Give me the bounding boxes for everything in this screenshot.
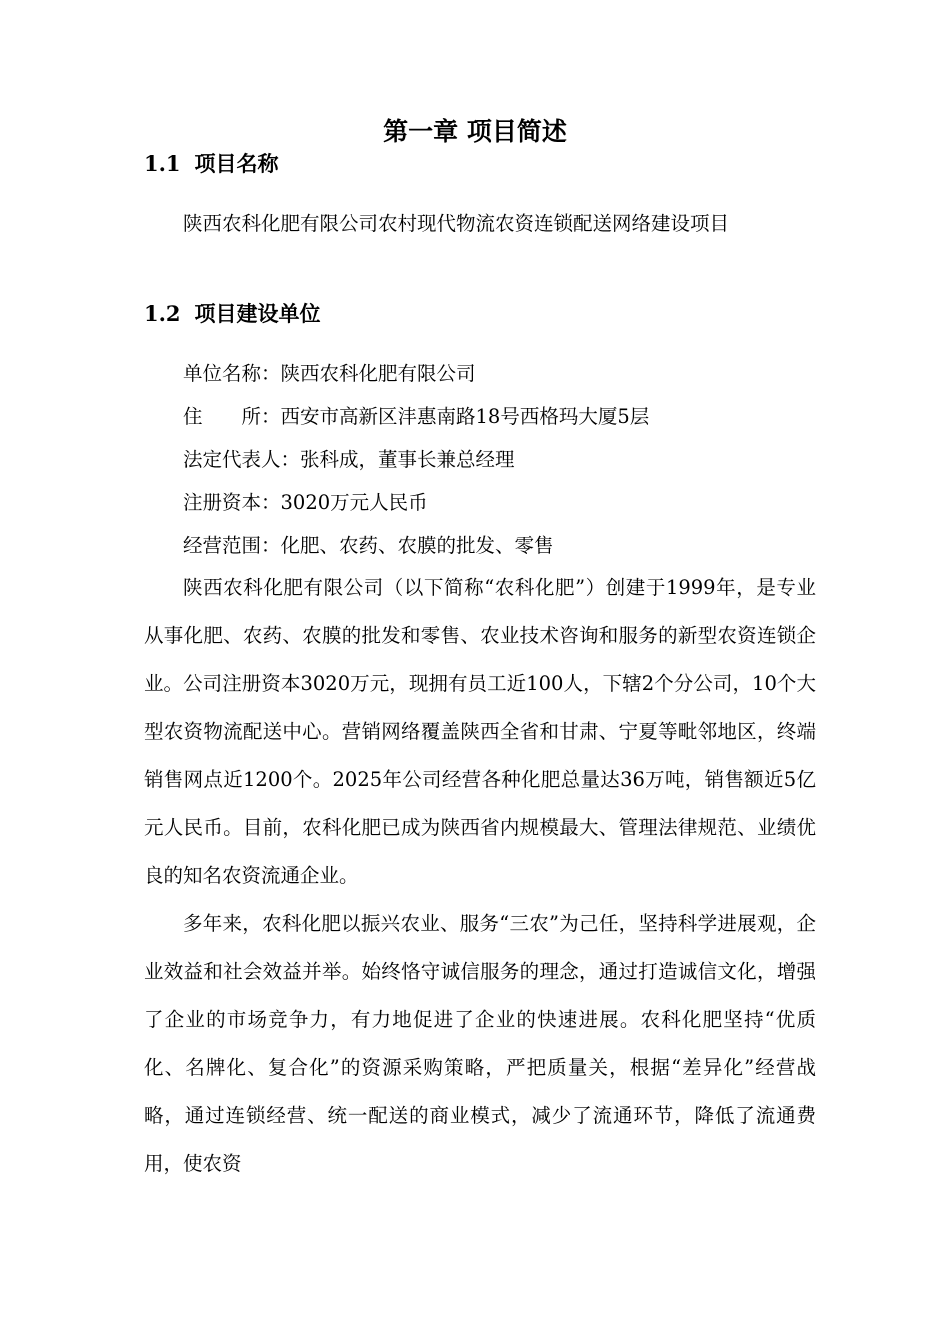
section-number: 1.2 bbox=[144, 301, 181, 326]
section-title: 项目名称 bbox=[194, 151, 279, 176]
unit-info-block bbox=[144, 352, 816, 567]
business-scope-line: 经营范围：化肥、农药、农膜的批发、零售 bbox=[183, 534, 554, 557]
chapter-title: 第一章 项目简述 bbox=[383, 117, 567, 146]
company-philosophy-paragraph: 多年来，农科化肥以振兴农业、服务“三农”为己任，坚持科学进展观，企业效益和社会效益并举。始终恪守诚信服务的理念，通过打造诚信文化，增强了企业的市场竞争力，有力地促进了企业的快速进展。农科化肥坚持“优质化、名牌化、复合化”的资源采购策略，严把质量关，根据“差异化”经营战略，通过连锁经营、统一配送的商业模式，减少了流通环节，降低了流通费用，使农资 bbox=[144, 912, 816, 1175]
registered-capital-line: 注册资本：3020万元人民币 bbox=[183, 491, 428, 514]
section-title: 项目建设单位 bbox=[194, 301, 321, 326]
unit-name-line: 单位名称：陕西农科化肥有限公司 bbox=[183, 362, 476, 385]
section-heading-1-1 bbox=[144, 148, 279, 180]
legal-representative-line: 法定代表人：张科成，董事长兼总经理 bbox=[183, 448, 515, 471]
company-overview-paragraph: 陕西农科化肥有限公司（以下简称“农科化肥”）创建于1999年，是专业从事化肥、农药、农膜的批发和零售、农业技术咨询和服务的新型农资连锁企业。公司注册资本3020万元，现拥有员工近100人，下辖2个分公司，10个大型农资物流配送中心。营销网络覆盖陕西全省和甘肃、宁夏等毗邻地区，终端销售网点近1200个。2025年公司经营各种化肥总量达36万吨，销售额近5亿元人民币。目前，农科化肥已成为陕西省内规模最大、管理法律规范、业绩优良的知名农资流通企业。 bbox=[144, 576, 816, 887]
unit-address-line: 住 所：西安市高新区沣惠南路18号西格玛大厦5层 bbox=[183, 405, 650, 428]
section-heading-1-2 bbox=[144, 298, 321, 330]
company-description-block bbox=[144, 564, 816, 1188]
project-name-paragraph: 陕西农科化肥有限公司农村现代物流农资连锁配送网络建设项目 bbox=[183, 212, 730, 235]
section-number: 1.1 bbox=[144, 151, 181, 176]
project-name-block bbox=[144, 200, 816, 248]
